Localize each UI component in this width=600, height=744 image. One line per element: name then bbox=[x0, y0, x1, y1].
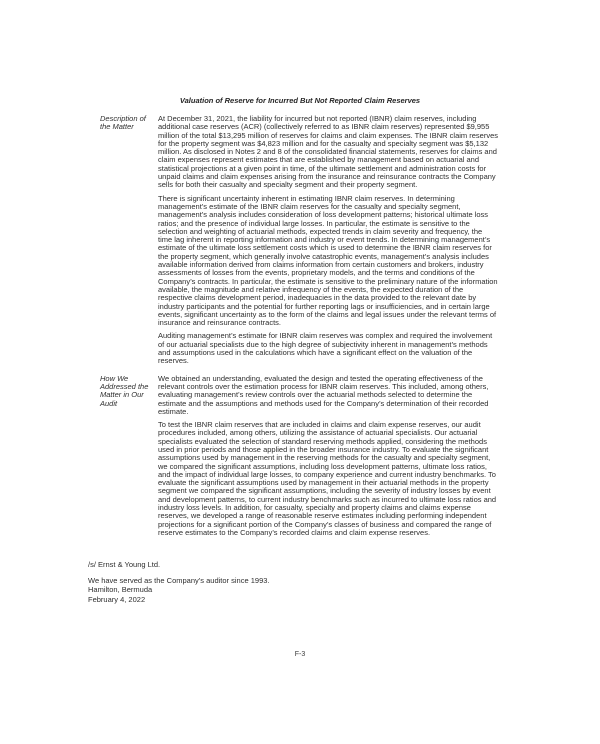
page-title: Valuation of Reserve for Incurred But Not Reported Claim Reserves bbox=[179, 96, 421, 105]
section-body bbox=[158, 115, 498, 371]
auditor-location-line: Hamilton, Bermuda bbox=[88, 585, 153, 595]
paragraph-ibnr-overview: At December 31, 2021, the liability for incurred but not reported (IBNR) claim reserves, including additional case reserves (ACR) (collectively referred to as IBNR claim reserves) represented $9,955 million of the total $13,295 million of reserves for claims and claim expenses. The IBNR claim reserves for the property segment was $4,823 million and for the casualty and specialty segment was $5,132 million. As disclosed in Notes 2 and 8 of the consolidated financial statements, reserves for claims and claim expenses represent estimates that are established by management based on actuarial and statistical projections at a given point in time, of the ultimate settlement and administration costs for unpaid claims and claim expenses arising from the insurance and reinsurance contracts the Company sells for both their casualty and specialty segment and their property segment. bbox=[158, 114, 499, 190]
page-number: F-3 bbox=[294, 651, 306, 658]
paragraph-audit-complexity: Auditing management’s estimate for IBNR claim reserves was complex and required the involvement of our actuarial specialists due to the high degree of subjectivity inherent in management’s methods and assumptions used in the calculations which have a significant effect on the valuation of the reserves. bbox=[158, 331, 493, 366]
section-description-of-the-matter bbox=[0, 115, 600, 371]
section-body bbox=[158, 375, 498, 543]
section-label-description-of-the-matter: Description of the Matter bbox=[100, 114, 146, 132]
closing-block bbox=[88, 576, 600, 605]
report-date-line: February 4, 2022 bbox=[88, 594, 146, 604]
paragraph-estimation-uncertainty: There is significant uncertainty inherent in estimating IBNR claim reserves. In determining management’s estimate of the IBNR claim reserves for the casualty and specialty segment, management’s analysis includes consideration of loss development patterns; historical ultimate loss ratios; and the presence of individual large losses. In particular, the estimate is sensitive to the selection and weighting of actuarial methods, expected trends in claim severity and frequency, the time lag inherent in reporting information and industry or event trends. In determining management’s estimate of the ultimate loss settlement costs which is used to determine the IBNR claim reserves for the property segment, which generally involve catastrophic events, management’s analysis includes available information derived from claims information from certain customers and brokers, industry assessments of losses from the events, proprietary models, and the terms and conditions of the Company’s contracts. In particular, the estimate is sensitive to the preliminary nature of the information available, the magnitude and relative infrequency of the events, the expected duration of the respective claims development period, inadequacies in the data provided to the relevant date by industry participants and the potential for further reporting lags or insufficiencies, and in certain large events, significant uncertainty as to the form of the claims and legal issues under the relevant terms of insurance and reinsurance contracts. bbox=[158, 193, 498, 328]
auditor-tenure-line: We have served as the Company’s auditor since 1993. bbox=[88, 575, 270, 585]
paragraph-controls-testing: We obtained an understanding, evaluated the design and tested the operating effectiveness of the relevant controls over the estimation process for IBNR claim reserves. This included, among others, evaluating management’s review controls over the actuarial methods selected to determine the estimate and the assumptions and methods used for the Company’s determination of their recorded estimate. bbox=[158, 373, 489, 416]
section-how-we-addressed bbox=[0, 375, 600, 543]
paragraph-substantive-testing: To test the IBNR claim reserves that are included in claims and claim expense reserves, our audit procedures included, among others, utilizing the assistance of actuarial specialists. Our actuarial specialists evaluated the selection of standard reserving methods applied, considering the methods used in prior periods and those applied in the broader insurance industry. To evaluate the significant assumptions used by management in the reserving methods for the casualty and specialty segment, we compared the significant assumptions, including loss development patterns, ultimate loss ratios, and the impact of individual large losses, to company experience and current industry benchmarks. To evaluate the significant assumptions used by management in their actuarial methods in the property segment we compared the significant assumptions, including the severity of industry losses by event and development patterns, to current industry benchmarks such as incurred to ultimate loss ratios and industry loss levels. In addition, for casualty, specialty and property claims and claims expense reserves, we developed a range of reasonable reserve estimates including performing independent projections for a significant portion of the Company’s classes of business and compared the range of reserve estimates to the Company’s recorded claims and claim expense reserves. bbox=[158, 420, 497, 537]
section-label-how-we-addressed: How We Addressed the Matter in Our Audit bbox=[100, 373, 149, 408]
auditor-signature: /s/ Ernst & Young Ltd. bbox=[88, 560, 161, 570]
